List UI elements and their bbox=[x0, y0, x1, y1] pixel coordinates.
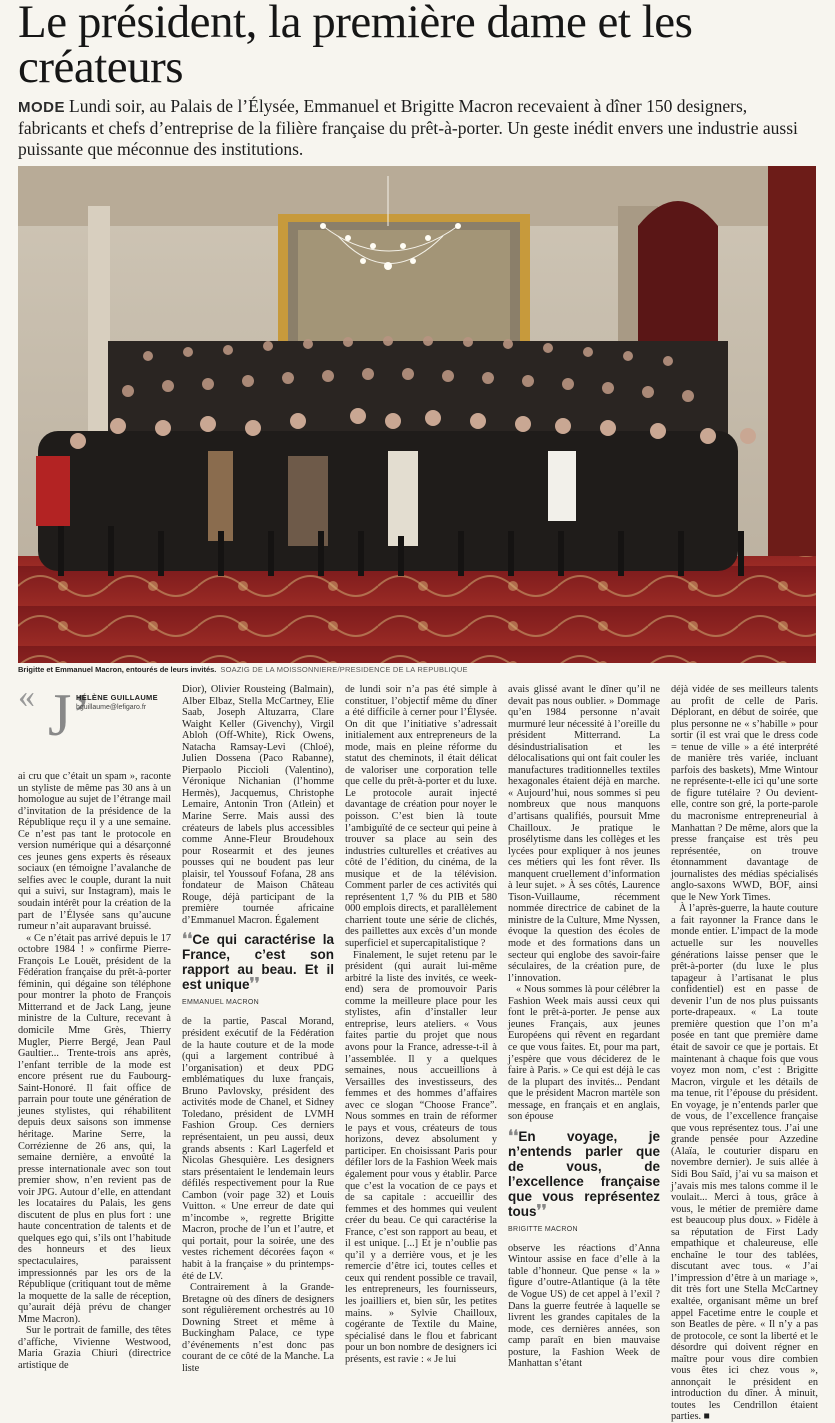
drop-cap: J’ bbox=[48, 682, 92, 748]
lead-paragraph bbox=[18, 96, 818, 160]
pull-quote-text: Ce qui caractérise la France, c’est son rapport au beau. Et il est unique bbox=[182, 932, 334, 993]
paragraph: de lundi soir n’a pas été simple à constituer, l’objectif même du dîner a été difficile à cerner pour l’Élysée. On dit que l’initiative s’adressait initialement aux entrepreneurs de la mode, mais en pleine réforme du statut des cheminots, il était délicat de valoriser une corporation telle que celle du prêt-à-porter et du luxe. Le protocole aurait injecté davantage de création pour noyer le poisson. C’est bien là toute l’ambiguïté de ce secteur qui peine à trouver sa place au sein des industries culturelles et créatives au côté de l’édition, du cinéma, de la musique et de la télévision. Comment parler de ces activités qui représentent 1,7 % du PIB et 580 000 emplois directs, et parallèlement charrient toute une série de clichés, des paillettes aux excès d’un monde superficiel et supercapitalistique ? bbox=[345, 684, 497, 950]
lead-text: Lundi soir, au Palais de l’Élysée, Emmanuel et Brigitte Macron recevaient à dîner 150 designers, fabricants et chefs d’entreprise de la filière française du prêt-à-porter. Un geste inédit envers une industrie aussi puissante que méconnue des institutions. bbox=[18, 96, 798, 159]
paragraph: Sur le portrait de famille, des têtes d’affiche, Vivienne Westwood, Maria Grazia Chiuri (directrice artistique de bbox=[18, 1325, 171, 1371]
paragraph: ai cru que c’était un spam », raconte un styliste de même pas 30 ans à un homologue au sujet de l’étrange mail d’invitation de la présidence de la République reçu il y a une semaine. Ce n’est pas tant le protocole en version numérique qui a désarçonné ces jeunes gens experts ès réseaux sociaux (en témoigne l’avalanche de selfies avec le couple, durant la nuit qui a suivi, sur Instagram), mais le soudain intérêt pour la création de la part de l’Élysée sans qu’aucune rumeur n’ait auparavant bruissé. bbox=[18, 771, 171, 933]
group-photo bbox=[18, 166, 816, 663]
quote-mark: ❜❜ bbox=[249, 976, 260, 994]
author-name: HÉLÈNE GUILLAUME bbox=[76, 693, 158, 702]
paragraph: Finalement, le sujet retenu par le président (qui aurait lui-même arbitré la liste des invités, ce week-end) sera de promouvoir Paris comme la meilleure place pour les stylistes, afin d’installer leur entreprise, leurs ateliers. « Vous faites partie du projet que nous avons pour la France, adresse-t-il à l’assemblée. Il y a quelques semaines, nous accueillions à Versailles des investisseurs, des femmes et des hommes d’affaires avec ce slogan “Choose France”. Nous sommes en train de réformer le pays et vous, créateurs de tous horizons, devez absolument y participer. En choisissant Paris pour défiler lors de la Fashion Week mais également pour vous y établir. Parce que c’est la vocation de ce pays et de sa capitale : accueillir des femmes et des hommes qui veulent créer du beau. Ce qui caractérise la France, c’est son rapport au beau, et il est unique. [...] Et je n’oublie pas qu’il y a derrière vous, et je les remercie d’être ici, toutes celles et ceux qui rendent possible ce travail, les entrepreneurs, les fournisseurs, les joailliers et, bien sûr, les petites mains. » Sylvie Chailloux, cogérante de Textile du Maine, spécialisé dans le flou et fabricant pour un bon nombre de designers ici présents, est ravie : « Je lui bbox=[345, 949, 497, 1365]
paragraph: « Ce n’était pas arrivé depuis le 17 octobre 1984 ! » confirme Pierre-François Le Louët, président de la Fédération française du prêt-à-porter féminin, qui dégaine son téléphone pour montrer la photo de François Mitterrand et de Jack Lang, jeune ministre de la Culture, recevant à domicile Mme Grès, Thierry Mugler, Pierre Bergé, Jean Paul Gaultier... Trente-trois ans après, l’enfant terrible de la mode est encore présent rue du Faubourg-Saint-Honoré. Il fait office de parrain pour toute une génération de jeunes stylistes, qui réhabilitent depuis deux saisons son immense héritage. Marine Serre, la Corrézienne de 26 ans, qui, la semaine dernière, a envoûté la presse internationale avec son tout premier show, n’en revient pas de voir JPG. Autour d’elle, en attendant les locataires du Palais, les gens discutent de plus en plus fort : une haute concentration de talents et de quelques ego qui, s’ils ont l’habitude des honneurs et des lieux spectaculaires, paraissent impressionnés par les ors de la République (critiquant tout de même la moquette de la salle de réception, qu’aurait déjà prévu de changer Mme Macron). bbox=[18, 932, 171, 1325]
article-column-4 bbox=[508, 684, 660, 1370]
article-column-2 bbox=[182, 684, 334, 1374]
paragraph: avais glissé avant le dîner qu’il ne devait pas nous oublier. » Dommage qu’en 1984 personne n’avait murmuré leur nécessité à l’oreille du président Mitterrand. La désindustrialisation et les délocalisations qui ont fait couler les manufactures traditionnelles textiles hexagonales étaient déjà en marche. « Aujourd’hui, nous sommes si peu nombreux que nous manquons d’artisans qualifiés, poursuit Mme Chailloux. Je pratique le prosélytisme dans les collèges et les lycées pour expliquer à nos jeunes ces métiers qui les font rêver. Ils manquent cruellement d’information à leur sujet. » À ses côtés, Laurence Tison-Vuillaume, récemment nommée directrice de cabinet de la ministre de la Culture, Mme Nyssen, évoque la question des écoles de mode et des formations dans un secteur qui englobe des savoir-faire séculaires, de la création pure, de l’innovation. bbox=[508, 684, 660, 984]
article-column-3 bbox=[345, 684, 497, 1365]
paragraph: Contrairement à la Grande-Bretagne où des dîners de designers sont régulièrement orchestrés au 10 Downing Street et même à Buckingham Palace, ce type d’événements n’est donc pas courant de ce côté de la Manche. La liste bbox=[182, 1282, 334, 1374]
caption-text: Brigitte et Emmanuel Macron, entourés de leurs invités. bbox=[18, 665, 217, 674]
article-column-5 bbox=[671, 684, 818, 1423]
quote-mark: ❜❜ bbox=[536, 1202, 547, 1220]
photo-credit: SOAZIG DE LA MOISSONNIERE/PRESIDENCE DE LA REPUBLIQUE bbox=[220, 665, 468, 674]
author-email: hguillaume@lefigaro.fr bbox=[76, 704, 147, 711]
article-column-1 bbox=[18, 678, 171, 1371]
paragraph: de la partie, Pascal Morand, président exécutif de la Fédération de la haute couture et de la mode (qui a largement contribué à l’organisation) et deux PDG emblématiques du luxe français, Bruno Pavlovsky, président des activités mode de Chanel, et Sidney Toledano, président de LVMH Fashion Group. Ces derniers représentaient, un peu aussi, deux grands absents : Karl Lagerfeld et Nicolas Ghesquière. Les designers stars présentaient le lendemain leurs défilés respectivement pour la Rue Cambon (voir page 32) et Louis Vuitton. « Une erreur de date qui m’incombe », regrette Brigitte Macron, proche de l’un et l’autre, et qui portait, pour la soirée, une des vestes richement décorées façon « habit à la française » du printemps-été de LV. bbox=[182, 1016, 334, 1282]
pull-quote-text: En voyage, je n’entends parler que de vous, de l’excellence française que vous représentez tous bbox=[508, 1128, 660, 1219]
pull-quote-2 bbox=[508, 1129, 660, 1237]
headline: Le président, la première dame et les créateurs bbox=[18, 0, 693, 93]
paragraph: Dior), Olivier Rousteing (Balmain), Alber Elbaz, Stella McCartney, Elie Saab, Joseph Altuzarra, Clare Waight Keller (Givenchy), Virgil Abloh (Off-White), Rick Owens, Natacha Ramsay-Levi (Chloé), Julien Dossena (Paco Rabanne), Pierpaolo Piccioli (Valentino), Véronique Nichanian (l’homme Hermès), Jacquemus, Christophe Lemaire, Antonin Tron (Atlein) et Marine Serre. Mais aussi des créateurs de labels plus accessibles comme Anne-Fleur Broudehoux pour Rosearmit et des jeunes pousses qui ne boudent pas leur plaisir, tel Youssouf Fofana, 28 ans fondateur de Maison Château Rouge, déjà participant de la première tournée africaine d’Emmanuel Macron. Également bbox=[182, 684, 334, 926]
photo-caption bbox=[18, 665, 818, 675]
pull-quote-credit: EMMANUEL MACRON bbox=[182, 999, 259, 1007]
paragraph: observe les réactions d’Anna Wintour assise en face d’elle à la table d’honneur. Que pense « la » figure d’outre-Atlantique (à la tête de Vogue US) de cet appel à l’exil ? Dans la guerre feutrée à laquelle se livrent les grandes capitales de la mode, ces dernières années, son camp paraît en bien mauvaise posture, la Fashion Week de Manhattan s’étant bbox=[508, 1242, 660, 1370]
pull-quote-credit: BRIGITTE MACRON bbox=[508, 1225, 578, 1233]
quote-mark: ❛❛ bbox=[182, 931, 193, 949]
paragraph: À l’après-guerre, la haute couture a fait rayonner la France dans le monde entier. L’impact de la mode actuelle sur les nouvelles générations laisse penser que le prêt-à-porter (du luxe le plus tapageur à l’artisanat le plus confidentiel) est en passe de devenir l’un de nos plus puissants porte-drapeaux. « La toute première question que l’on m’a posée en tant que première dame était de savoir ce que je portais. Et maintenant à chaque fois que vous voyez mon nom, c’est : Brigitte Macron, virgule et les détails de ma tenue, rit l’épouse du président. En voyage, je n’entends parler que de vous, de l’excellence française que vous représentez tous. J’ai une grande pensée pour Azzedine (Alaïa, le couturier disparu en novembre dernier). Je suis allée à Sidi Bou Saïd, j’ai vu sa maison et j’avais mis mes talons comme il le voulait... Merci à tous, grâce à vous, le métier de première dame est beaucoup plus doux. » Fidèle à sa réputation de First Lady empathique et chaleureuse, elle enchaîne le tour des tablées, discutant avec tous. « J’ai l’impression d’être à un mariage », dit très fort une Stella McCartney exaltée, organisant même un bref appel Facetime entre le couple et son Beatles de père. « Il n’y a pas de protocole, ce sont la liberté et le désordre qui doivent régner en maître pour vous dire combien vous êtes ici chez vous », annonçait le président en introduction du dîner. À minuit, toutes les Cendrillon étaient parties. ■ bbox=[671, 903, 818, 1423]
byline bbox=[18, 678, 171, 771]
section-rubric: MODE bbox=[18, 99, 65, 116]
pull-quote-1 bbox=[182, 932, 334, 1010]
paragraph: déjà vidée de ses meilleurs talents au profit de celle de Paris. Déplorant, en début de soirée, que plus personne ne « s’habille » pour sortir (il est vrai que le dress code = tenue de ville » a été interprété de manière très variée, incluant parfois des baskets), Mme Wintour ne représente-t-elle ici qu’une sorte de figure tutélaire ? Ou devient-elle, contre son gré, la porte-parole du macronisme entrepreneurial à Manhattan ? De même, alors que la presse française est très peu représentée, on trouve étonnamment davantage de journalistes des médias spécialisés anglo-saxons WWD, BOF, ainsi que le New York Times. bbox=[671, 684, 818, 903]
quote-mark: ❛❛ bbox=[508, 1127, 519, 1145]
opening-quote-mark: « bbox=[18, 678, 35, 715]
paragraph: « Nous sommes là pour célébrer la Fashion Week mais aussi ceux qui font le prêt-à-porter. Je pense aux jeunes Français, aux jeunes Européens qui rêvent en regardant ce que vous faites. Et, pour ma part, j’espère que vous déciderez de le faire à Paris. » Ce qui est déjà le cas de la plupart des invités... Pendant que le président Macron martèle son message, en français et en anglais, son épouse bbox=[508, 984, 660, 1123]
